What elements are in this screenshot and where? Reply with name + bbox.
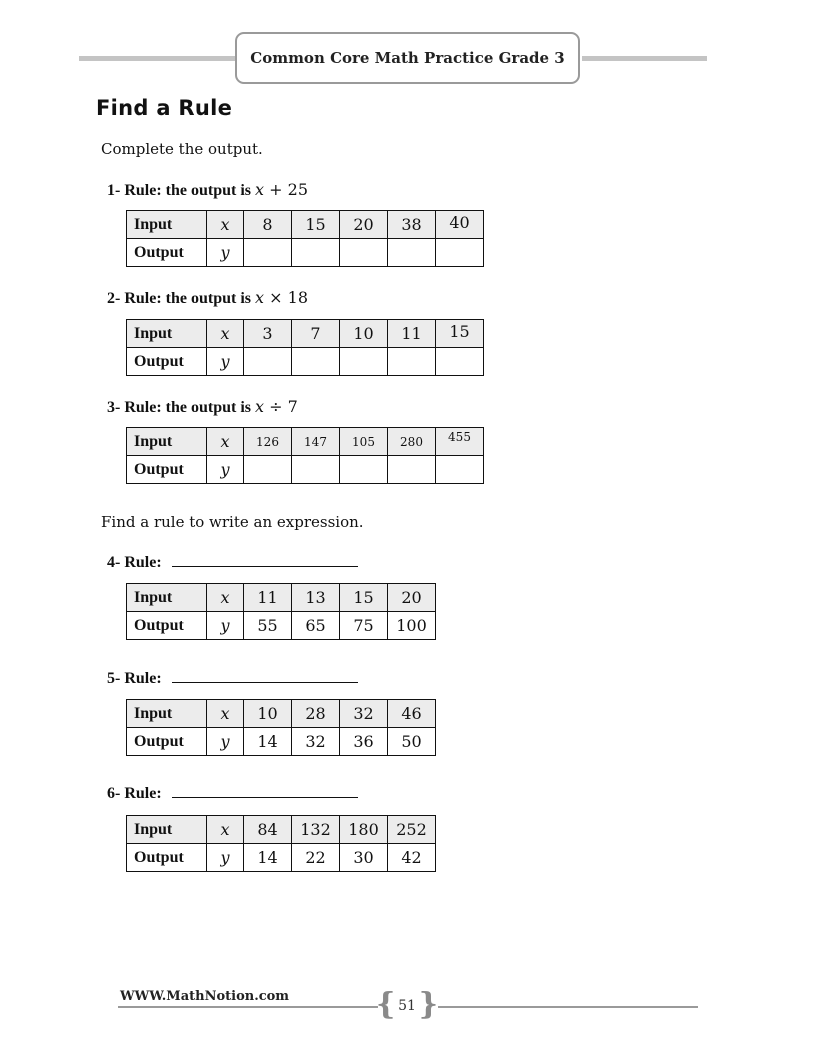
page-title: Find a Rule xyxy=(96,96,233,120)
y-variable: y xyxy=(207,239,244,267)
output-cell: 30 xyxy=(340,844,388,872)
input-cell: 15 xyxy=(340,584,388,612)
problem-1-table xyxy=(126,210,484,267)
output-cell[interactable] xyxy=(292,239,340,267)
footer-website: WWW.MathNotion.com xyxy=(120,989,290,1004)
problem-4-rule xyxy=(107,554,358,572)
problem-number: 6- xyxy=(107,785,121,802)
rule-answer-blank[interactable] xyxy=(172,785,358,798)
problem-6-table xyxy=(126,815,436,872)
input-row xyxy=(127,816,436,844)
input-cell: 32 xyxy=(340,700,388,728)
output-cell: 32 xyxy=(292,728,340,756)
input-row xyxy=(127,211,484,239)
rule-label: Rule: xyxy=(124,670,162,687)
input-cell: 20 xyxy=(340,211,388,239)
input-cell: 15 xyxy=(436,320,484,348)
output-cell: 42 xyxy=(388,844,436,872)
problem-3-rule xyxy=(107,397,298,417)
input-cell: 180 xyxy=(340,816,388,844)
input-label: Input xyxy=(127,211,207,239)
input-cell: 15 xyxy=(292,211,340,239)
output-cell[interactable] xyxy=(244,348,292,376)
input-cell: 105 xyxy=(340,428,388,456)
output-row xyxy=(127,844,436,872)
input-row xyxy=(127,584,436,612)
header-rule-left xyxy=(79,56,237,61)
problem-number: 1- xyxy=(107,182,121,199)
header-title: Common Core Math Practice Grade 3 xyxy=(235,32,580,84)
output-label: Output xyxy=(127,348,207,376)
output-cell[interactable] xyxy=(340,456,388,484)
rule-expression: x × 18 xyxy=(255,288,308,307)
input-cell: 11 xyxy=(244,584,292,612)
header-rule-right xyxy=(582,56,707,61)
rule-label: Rule: the output is xyxy=(124,182,252,199)
problem-3-table xyxy=(126,427,484,484)
output-cell[interactable] xyxy=(292,456,340,484)
output-label: Output xyxy=(127,844,207,872)
input-cell: 84 xyxy=(244,816,292,844)
output-cell: 100 xyxy=(388,612,436,640)
page-number-text: 51 xyxy=(398,998,416,1014)
output-label: Output xyxy=(127,456,207,484)
input-cell: 46 xyxy=(388,700,436,728)
output-cell[interactable] xyxy=(436,348,484,376)
input-cell: 13 xyxy=(292,584,340,612)
input-row xyxy=(127,700,436,728)
input-cell: 10 xyxy=(244,700,292,728)
instruction-complete: Complete the output. xyxy=(101,140,263,158)
input-label: Input xyxy=(127,428,207,456)
input-label: Input xyxy=(127,816,207,844)
rule-answer-blank[interactable] xyxy=(172,670,358,683)
problem-5-table xyxy=(126,699,436,756)
problem-4-table xyxy=(126,583,436,640)
input-row xyxy=(127,320,484,348)
input-cell: 132 xyxy=(292,816,340,844)
output-cell[interactable] xyxy=(340,348,388,376)
output-row xyxy=(127,348,484,376)
y-variable: y xyxy=(207,612,244,640)
problem-2-table xyxy=(126,319,484,376)
output-cell[interactable] xyxy=(388,456,436,484)
problem-number: 4- xyxy=(107,554,121,571)
output-cell: 50 xyxy=(388,728,436,756)
input-cell: 10 xyxy=(340,320,388,348)
problem-1-rule xyxy=(107,180,308,200)
output-cell: 36 xyxy=(340,728,388,756)
output-row xyxy=(127,728,436,756)
rule-label: Rule: xyxy=(124,554,162,571)
output-row xyxy=(127,239,484,267)
input-cell: 280 xyxy=(388,428,436,456)
right-bracket-icon: } xyxy=(418,987,438,1022)
input-cell: 252 xyxy=(388,816,436,844)
instruction-find-rule: Find a rule to write an expression. xyxy=(101,513,364,531)
footer-rule-right xyxy=(438,1006,698,1008)
output-cell[interactable] xyxy=(388,348,436,376)
output-label: Output xyxy=(127,612,207,640)
footer-rule-left xyxy=(118,1006,378,1008)
problem-6-rule xyxy=(107,785,358,803)
output-cell[interactable] xyxy=(292,348,340,376)
y-variable: y xyxy=(207,348,244,376)
input-cell: 7 xyxy=(292,320,340,348)
y-variable: y xyxy=(207,728,244,756)
output-cell[interactable] xyxy=(388,239,436,267)
x-variable: x xyxy=(207,320,244,348)
x-variable: x xyxy=(207,211,244,239)
output-cell[interactable] xyxy=(340,239,388,267)
rule-label: Rule: the output is xyxy=(124,290,252,307)
input-cell: 40 xyxy=(436,211,484,239)
output-cell: 22 xyxy=(292,844,340,872)
y-variable: y xyxy=(207,844,244,872)
output-cell: 65 xyxy=(292,612,340,640)
input-cell: 126 xyxy=(244,428,292,456)
input-cell: 11 xyxy=(388,320,436,348)
input-label: Input xyxy=(127,584,207,612)
output-cell[interactable] xyxy=(436,456,484,484)
rule-label: Rule: the output is xyxy=(124,399,252,416)
input-label: Input xyxy=(127,700,207,728)
problem-number: 5- xyxy=(107,670,121,687)
output-row xyxy=(127,612,436,640)
input-cell: 147 xyxy=(292,428,340,456)
x-variable: x xyxy=(207,700,244,728)
input-cell: 20 xyxy=(388,584,436,612)
rule-expression: x ÷ 7 xyxy=(255,397,298,416)
output-cell: 75 xyxy=(340,612,388,640)
page-number xyxy=(376,987,438,1022)
x-variable: x xyxy=(207,584,244,612)
input-cell: 8 xyxy=(244,211,292,239)
y-variable: y xyxy=(207,456,244,484)
rule-answer-blank[interactable] xyxy=(172,554,358,567)
output-cell[interactable] xyxy=(436,239,484,267)
rule-expression: x + 25 xyxy=(255,180,308,199)
problem-2-rule xyxy=(107,288,308,308)
output-cell: 55 xyxy=(244,612,292,640)
input-row xyxy=(127,428,484,456)
input-cell: 3 xyxy=(244,320,292,348)
rule-label: Rule: xyxy=(124,785,162,802)
output-label: Output xyxy=(127,239,207,267)
x-variable: x xyxy=(207,428,244,456)
problem-5-rule xyxy=(107,670,358,688)
x-variable: x xyxy=(207,816,244,844)
output-cell: 14 xyxy=(244,844,292,872)
output-label: Output xyxy=(127,728,207,756)
output-cell: 14 xyxy=(244,728,292,756)
input-cell: 28 xyxy=(292,700,340,728)
output-row xyxy=(127,456,484,484)
problem-number: 3- xyxy=(107,399,121,416)
left-bracket-icon: { xyxy=(376,987,396,1022)
problem-number: 2- xyxy=(107,290,121,307)
input-label: Input xyxy=(127,320,207,348)
output-cell[interactable] xyxy=(244,239,292,267)
input-cell: 455 xyxy=(436,428,484,456)
output-cell[interactable] xyxy=(244,456,292,484)
input-cell: 38 xyxy=(388,211,436,239)
